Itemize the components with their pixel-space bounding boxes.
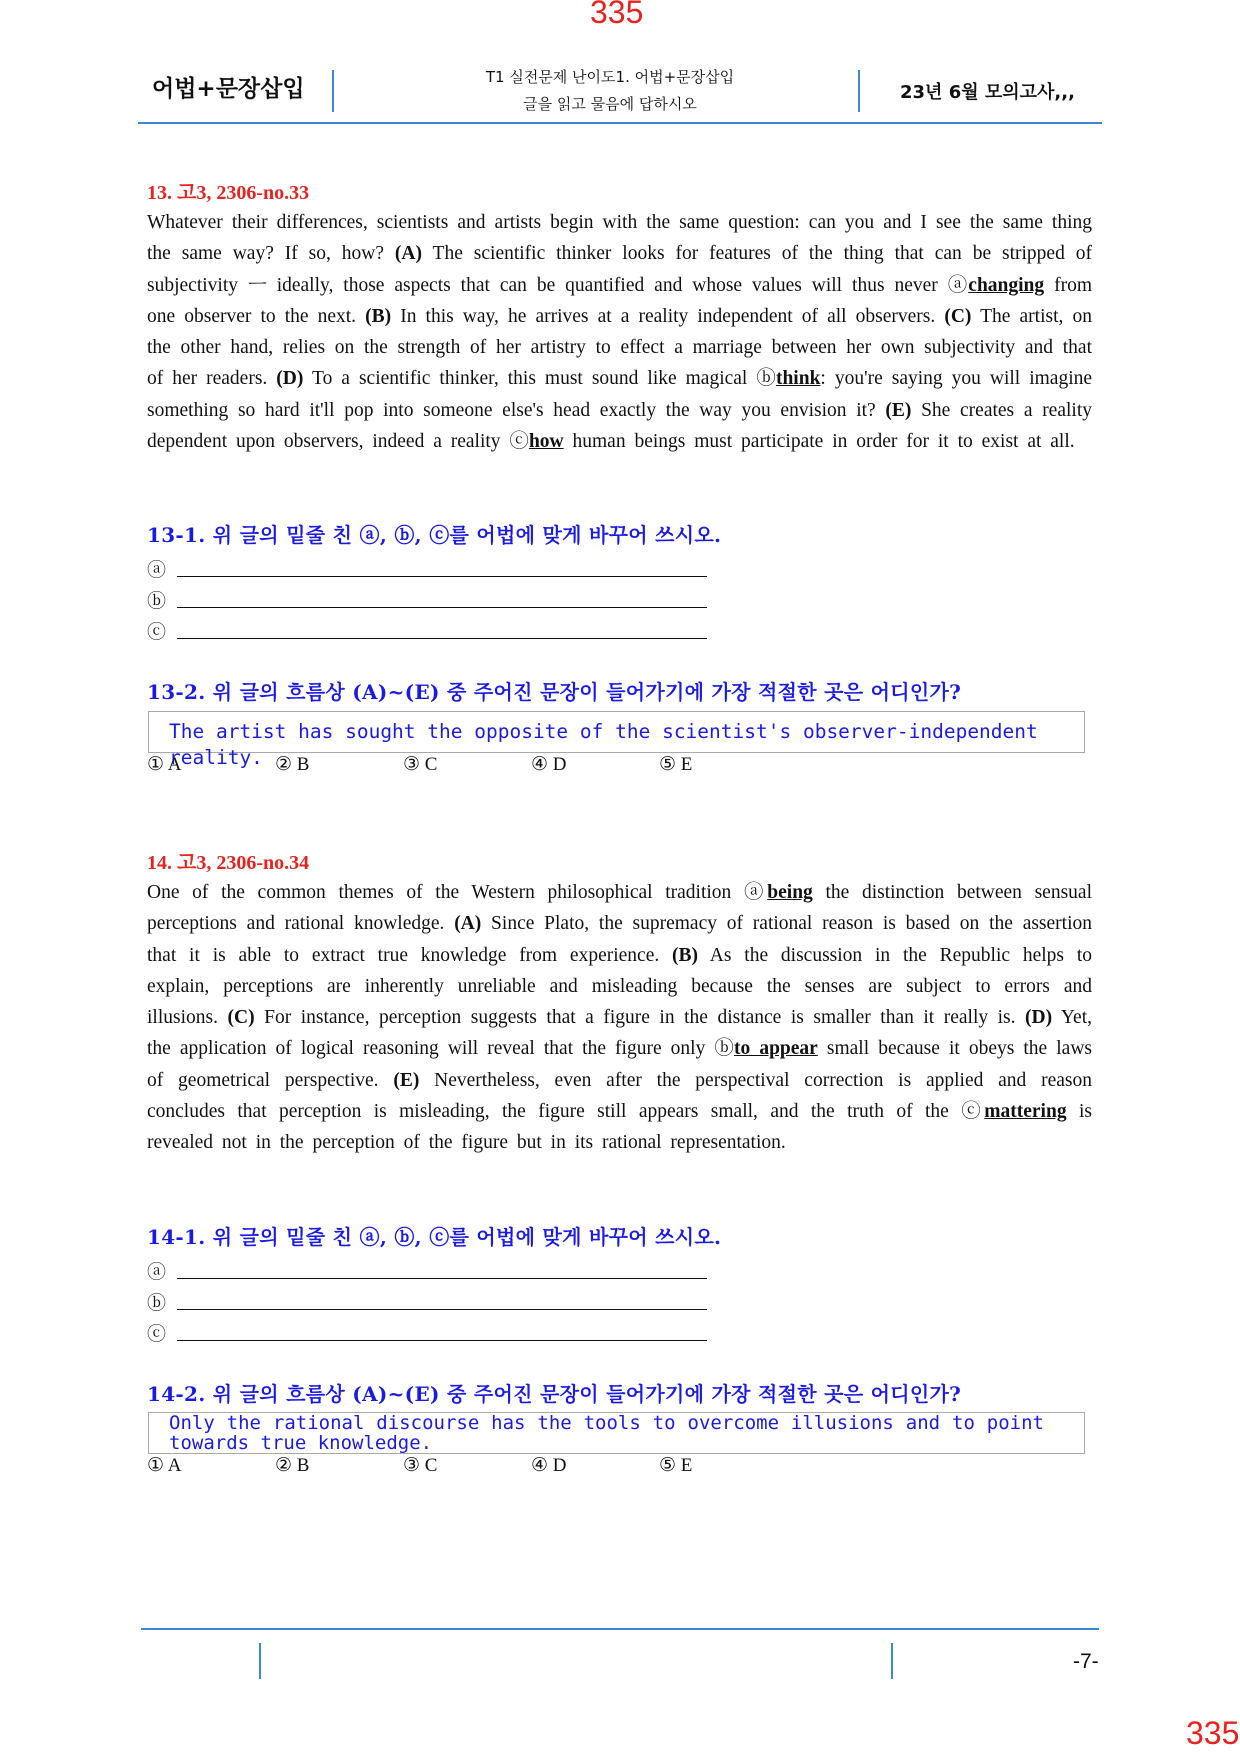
q14-option-1[interactable]: ① A [147,1455,182,1476]
q14-given-sentence-box [148,1412,1085,1454]
q13-option-2[interactable]: ② B [275,754,310,775]
underlined-target: changing [968,274,1045,296]
q13-answer-b[interactable] [147,586,707,612]
q13-title: 13. 고3, 2306-no.33 [147,182,310,204]
blank-marker: (C) [944,305,972,327]
q13-options [147,753,787,776]
q13-answer-a[interactable] [147,555,707,581]
q13-given-sentence: The artist has sought the opposite of the scientist's observer-independent reality. [169,720,1038,769]
underlined-target: being [767,882,813,903]
header-left-title: 어법+문장삽입 [152,76,305,102]
answer-label-c: ⓒ [147,1324,167,1345]
q13-option-1[interactable]: ① A [147,754,182,775]
answer-label-a: ⓐ [147,560,167,581]
q14-option-3[interactable]: ③ C [403,1455,438,1476]
passage-text: The scientific thinker looks for features of the thing that can be stripped of subjectivity ㅡ ideally, those aspects that can be quantified and whose values will thus never ⓐ [147,243,1092,296]
q14-answer-b[interactable] [147,1288,707,1314]
passage-text: Yet, the application of logical reasoning will reveal that the figure only ⓑ [147,1007,1092,1060]
underlined-target: think [775,368,821,390]
blank-marker: (D) [276,368,304,390]
q13-sub1-prompt: 13-1. 위 글의 밑줄 친 ⓐ, ⓑ, ⓒ를 어법에 맞게 바꾸어 쓰시오. [147,523,722,547]
q13-answer-c[interactable] [147,617,707,643]
passage-text: She creates a reality dependent upon observers, indeed a reality ⓒ [147,399,1092,453]
header-divider-right [858,70,860,112]
header-divider-left [332,70,334,112]
q13-option-3[interactable]: ③ C [403,754,438,775]
passage-text: Since Plato, the supremacy of rational reason is based on the assertion that it is able to extract true knowledge from experience. [147,913,1093,966]
passage-text: Nevertheless, even after the perspectival correction is applied and reason concludes that perception is misleading, the figure still appears small, and the truth of the ⓒ [147,1069,1093,1123]
passage-text: small because it obeys the laws of geometrical perspective. [147,1038,1092,1091]
passage-text: As the discussion in the Republic helps to explain, perceptions are inherently unreliable and misleading because the senses are subject to errors and illusions. [147,944,1092,1029]
answer-label-b: ⓑ [147,1293,167,1314]
q14-sub1-prompt: 14-1. 위 글의 밑줄 친 ⓐ, ⓑ, ⓒ를 어법에 맞게 바꾸어 쓰시오. [147,1225,722,1249]
passage-text: human beings must participate in order for it to exist at all. [563,431,1075,453]
answer-line [177,576,707,577]
answer-line [177,638,707,639]
q14-option-2[interactable]: ② B [275,1455,310,1476]
q14-sub2-prompt: 14-2. 위 글의 흐름상 (A)~(E) 중 주어진 문장이 들어가기에 가장 적절한 곳은 어디인가? [147,1382,962,1406]
q13-sub2-prompt: 13-2. 위 글의 흐름상 (A)~(E) 중 주어진 문장이 들어가기에 가장 적절한 곳은 어디인가? [147,680,962,704]
blank-marker: (E) [393,1069,420,1091]
footer-divider-left [259,1643,261,1679]
passage-text: The artist, on the other hand, relies on the strength of her artistry to effect a marriage between her own subjectivity and that of her readers. [147,305,1092,390]
blank-marker: (A) [394,243,422,265]
underlined-target: to appear [734,1038,818,1060]
blank-marker: (A) [454,913,482,935]
header-center-line1: T1 실전문제 난이도1. 어법+문장삽입 [485,68,735,86]
blank-marker: (E) [885,399,912,421]
footer-rule [141,1628,1099,1630]
answer-line [177,1309,707,1310]
answer-line [177,607,707,608]
passage-text: To a scientific thinker, this must sound like magical ⓑ [303,368,776,390]
page-number-bottom: 335 [1186,1715,1240,1751]
answer-label-a: ⓐ [147,1262,167,1283]
q14-answer-a[interactable] [147,1257,707,1283]
answer-line [177,1278,707,1279]
q14-option-4[interactable]: ④ D [531,1455,567,1476]
q14-options [147,1454,787,1477]
footer-divider-right [891,1643,893,1679]
passage-text: the distinction between sensual perceptions and rational knowledge. [147,882,1092,935]
answer-label-c: ⓒ [147,622,167,643]
answer-line [177,1340,707,1341]
blank-marker: (D) [1025,1007,1053,1029]
passage-text: Whatever their differences, scientists and artists begin with the same question: can you and I see the same thing the same way? If so, how? [147,212,1092,265]
blank-marker: (B) [672,944,699,966]
passage-text: For instance, perception suggests that a figure in the distance is smaller than it really is. [254,1007,1026,1029]
q13-passage [147,207,1092,457]
q13-option-4[interactable]: ④ D [531,754,567,775]
q14-given-sentence: Only the rational discourse has the tools to overcome illusions and to point towards true knowledge. [169,1412,1044,1454]
header-right-title: 23년 6월 모의고사,,, [900,82,1075,103]
page-number-top: 335 [590,0,644,30]
underlined-target: how [528,431,564,453]
q14-passage [147,877,1092,1159]
footer-page-number: -7- [1073,1650,1099,1673]
passage-text: from one observer to the next. [147,274,1092,327]
passage-text: is revealed not in the perception of the figure but in its rational representation. [147,1101,1092,1154]
q14-answer-c[interactable] [147,1319,707,1345]
blank-marker: (B) [365,305,392,327]
passage-text: In this way, he arrives at a reality independent of all observers. [391,305,945,327]
header-rule [138,122,1102,124]
q14-option-5[interactable]: ⑤ E [659,1455,693,1476]
passage-text: : you're saying you will imagine something so hard it'll pop into someone else's head exactly the way you envision it? [147,368,1093,421]
header-center-line2: 글을 읽고 물음에 답하시오 [523,95,697,113]
blank-marker: (C) [227,1007,255,1029]
answer-label-b: ⓑ [147,591,167,612]
q14-title: 14. 고3, 2306-no.34 [147,852,310,874]
underlined-target: mattering [984,1101,1067,1123]
header-center [395,64,825,118]
passage-text: One of the common themes of the Western philosophical tradition ⓐ [147,882,768,903]
q13-option-5[interactable]: ⑤ E [659,754,693,775]
